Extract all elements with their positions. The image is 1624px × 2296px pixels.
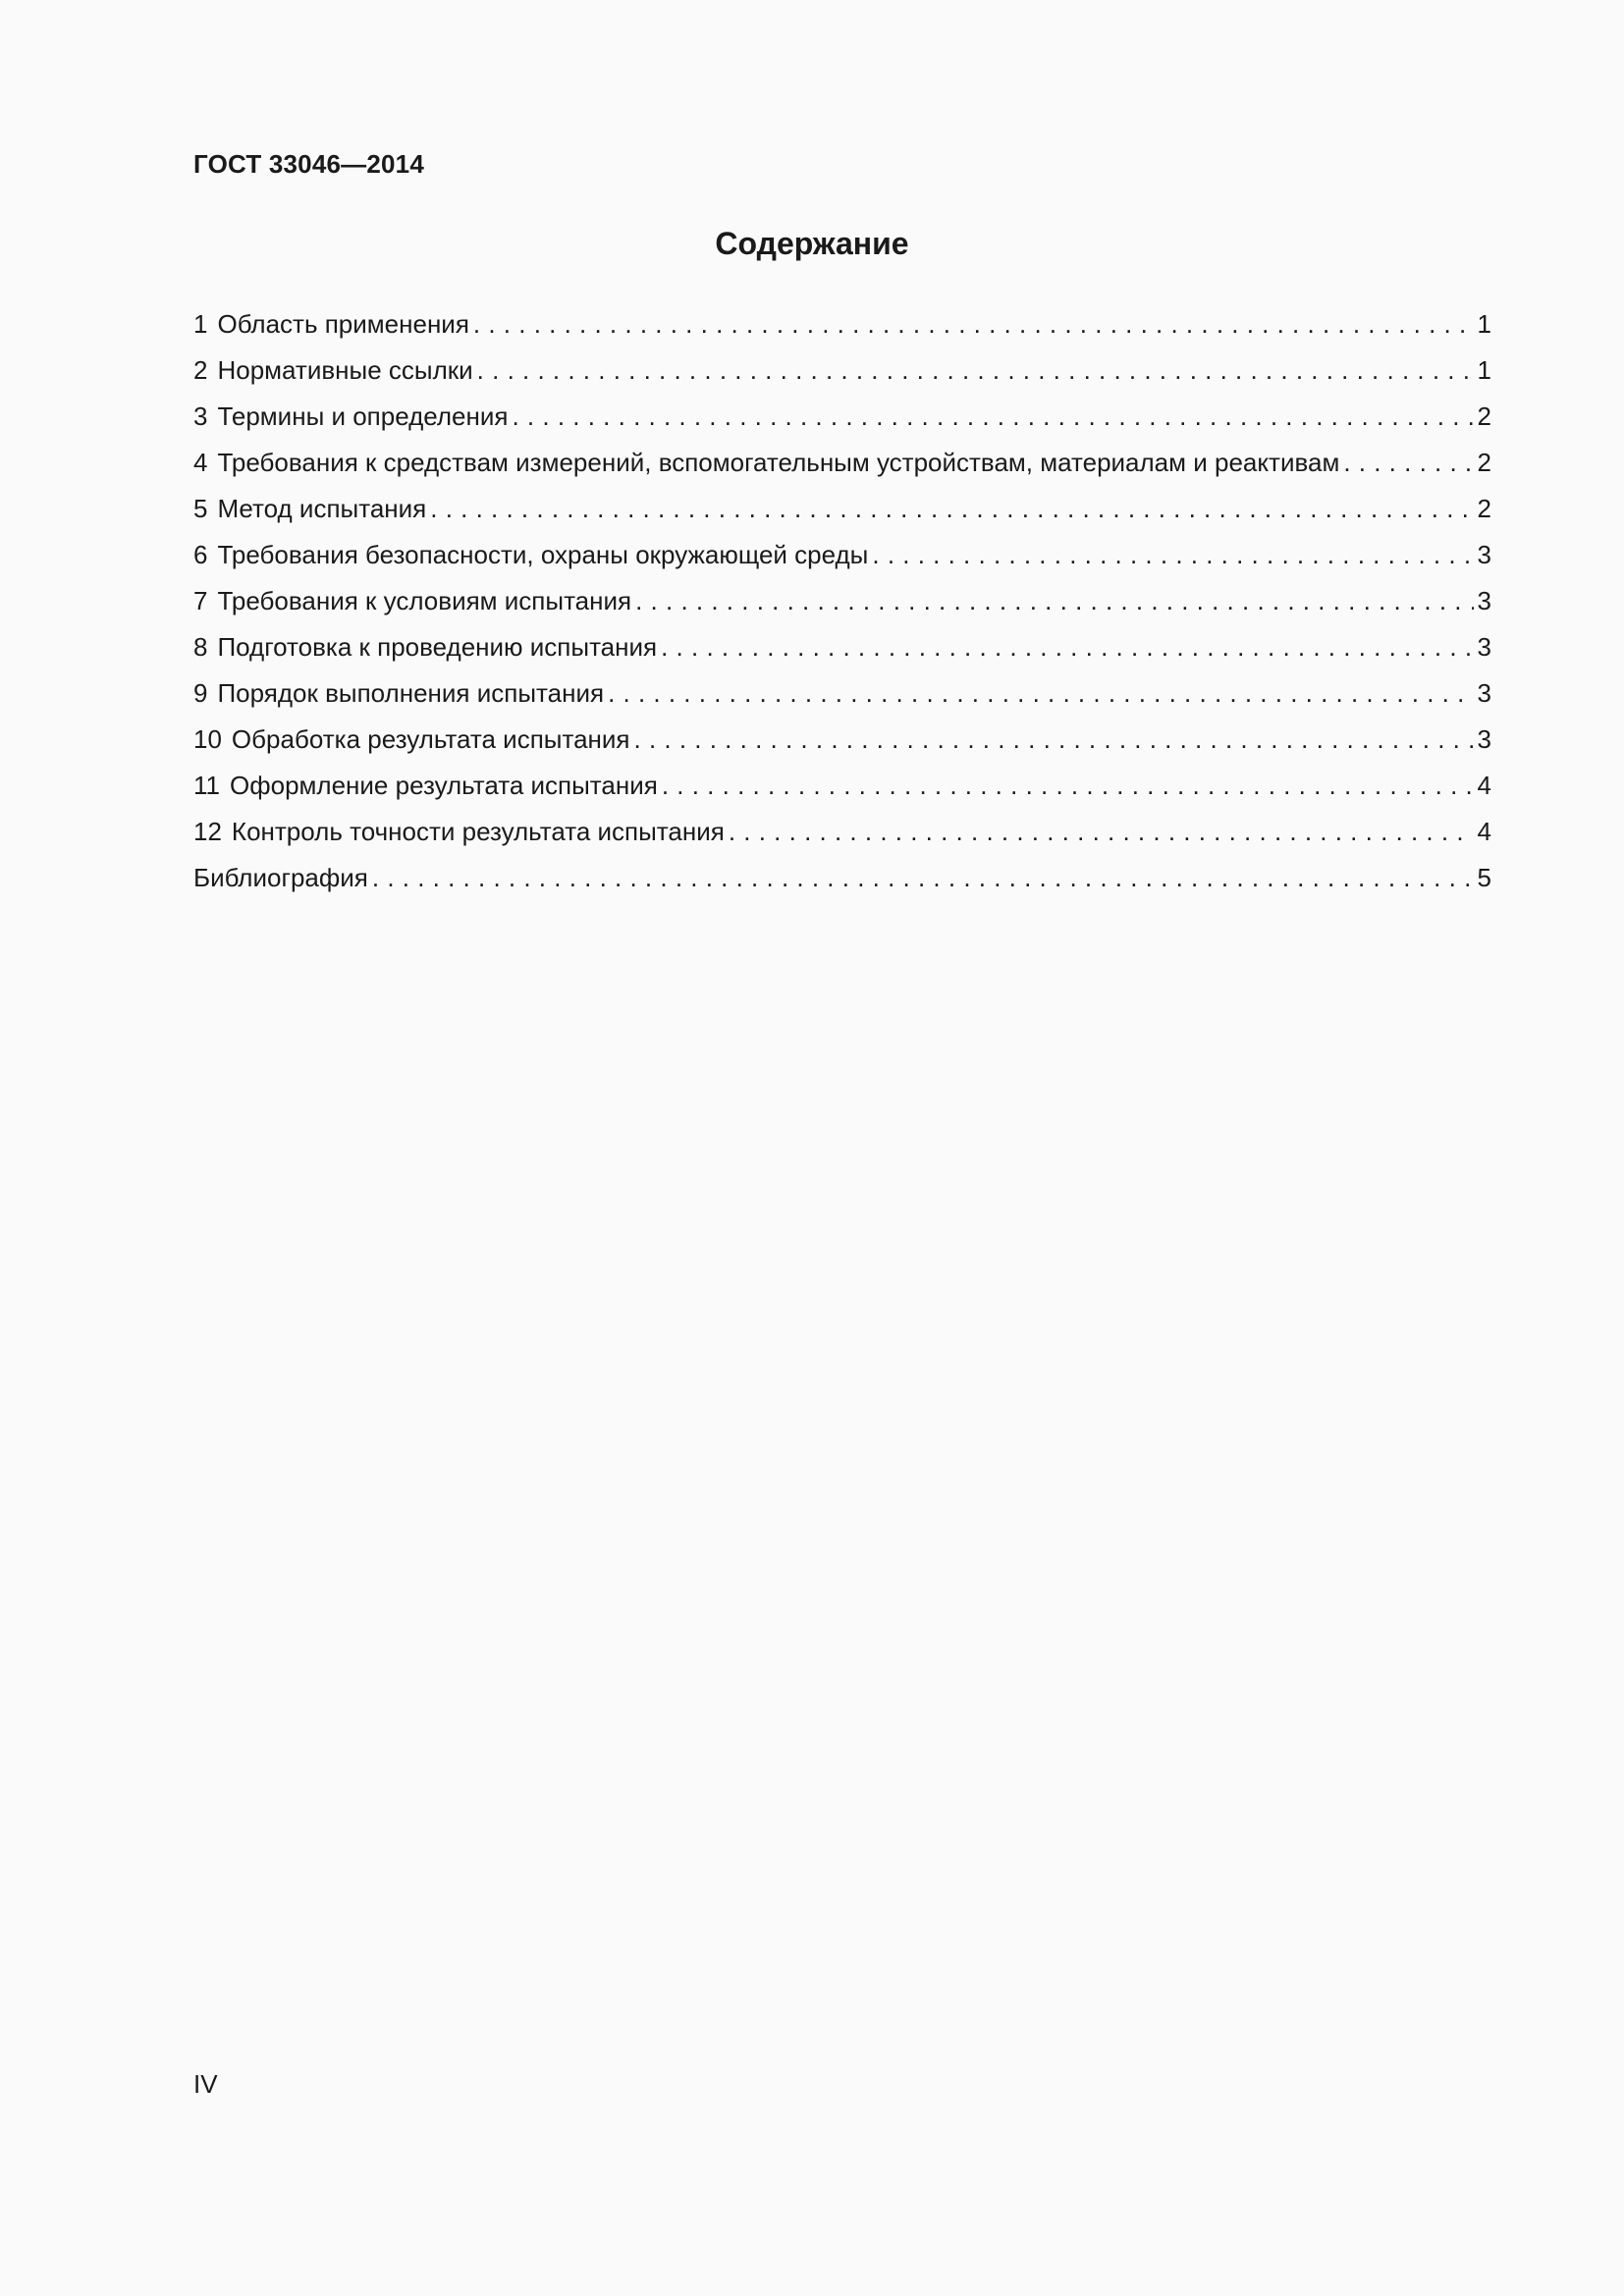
- toc-item-text: Термины и определения: [217, 401, 509, 431]
- toc-item-text: Требования к средствам измерений, вспомогательным устройствам, материалам и реактивам: [217, 448, 1340, 477]
- toc-item-text: Обработка результата испытания: [231, 724, 630, 754]
- toc-leader-dots: [430, 489, 1473, 528]
- toc-item-bibliography[interactable]: [193, 858, 1491, 904]
- toc-leader-dots: [662, 766, 1474, 805]
- toc-item-text: Область применения: [217, 309, 469, 339]
- toc-title: Содержание: [715, 226, 909, 261]
- toc-item-number: 5: [193, 494, 208, 523]
- toc-item-page: 1: [1477, 355, 1491, 385]
- toc-leader-dots: [512, 397, 1473, 436]
- toc-item-number: 1: [193, 309, 208, 339]
- toc-item-text: Метод испытания: [217, 494, 427, 523]
- toc-list: [193, 304, 1491, 904]
- toc-item-text: Порядок выполнения испытания: [217, 678, 605, 708]
- toc-item-page: 3: [1477, 540, 1491, 569]
- toc-leader-dots: [661, 627, 1473, 667]
- toc-leader-dots: [729, 812, 1474, 851]
- toc-item-8[interactable]: [193, 627, 1491, 673]
- toc-item-1[interactable]: [193, 304, 1491, 350]
- toc-leader-dots: [608, 673, 1473, 713]
- toc-item-12[interactable]: [193, 812, 1491, 858]
- toc-item-number: 9: [193, 678, 208, 708]
- toc-item-text: Требования безопасности, охраны окружающей среды: [217, 540, 869, 569]
- toc-item-text: Библиография: [193, 863, 368, 892]
- toc-item-4[interactable]: [193, 443, 1491, 489]
- toc-item-number: 8: [193, 632, 208, 662]
- toc-item-page: 3: [1477, 678, 1491, 708]
- toc-leader-dots: [473, 304, 1474, 344]
- toc-leader-dots: [634, 720, 1474, 759]
- toc-item-text: Требования к условиям испытания: [217, 586, 632, 615]
- toc-leader-dots: [372, 858, 1474, 897]
- toc-item-number: 11: [193, 771, 220, 800]
- toc-item-11[interactable]: [193, 766, 1491, 812]
- toc-item-page: 2: [1477, 448, 1491, 477]
- toc-leader-dots: [872, 535, 1473, 574]
- toc-item-page: 4: [1477, 771, 1491, 800]
- page-number: IV: [193, 2069, 218, 2099]
- toc-item-number: 3: [193, 401, 208, 431]
- toc-item-text: Нормативные ссылки: [217, 355, 473, 385]
- toc-item-text: Контроль точности результата испытания: [231, 817, 725, 846]
- toc-item-number: 4: [193, 448, 208, 477]
- toc-item-2[interactable]: [193, 350, 1491, 397]
- document-code: ГОСТ 33046—2014: [193, 149, 424, 179]
- toc-item-page: 3: [1477, 586, 1491, 615]
- toc-item-page: 4: [1477, 817, 1491, 846]
- toc-item-number: 6: [193, 540, 208, 569]
- toc-item-page: 3: [1477, 724, 1491, 754]
- toc-item-page: 1: [1477, 309, 1491, 339]
- toc-leader-dots: [635, 581, 1473, 620]
- toc-item-page: 5: [1477, 863, 1491, 892]
- toc-item-number: 12: [193, 817, 222, 846]
- toc-item-5[interactable]: [193, 489, 1491, 535]
- toc-item-9[interactable]: [193, 673, 1491, 720]
- toc-item-7[interactable]: [193, 581, 1491, 627]
- toc-item-page: 2: [1477, 494, 1491, 523]
- toc-item-3[interactable]: [193, 397, 1491, 443]
- toc-item-6[interactable]: [193, 535, 1491, 581]
- toc-item-number: 7: [193, 586, 208, 615]
- toc-leader-dots: [1343, 443, 1473, 482]
- toc-item-page: 2: [1477, 401, 1491, 431]
- toc-leader-dots: [477, 350, 1474, 390]
- toc-item-10[interactable]: [193, 720, 1491, 766]
- toc-item-text: Подготовка к проведению испытания: [217, 632, 658, 662]
- toc-item-number: 2: [193, 355, 208, 385]
- toc-item-text: Оформление результата испытания: [230, 771, 658, 800]
- toc-item-page: 3: [1477, 632, 1491, 662]
- toc-item-number: 10: [193, 724, 222, 754]
